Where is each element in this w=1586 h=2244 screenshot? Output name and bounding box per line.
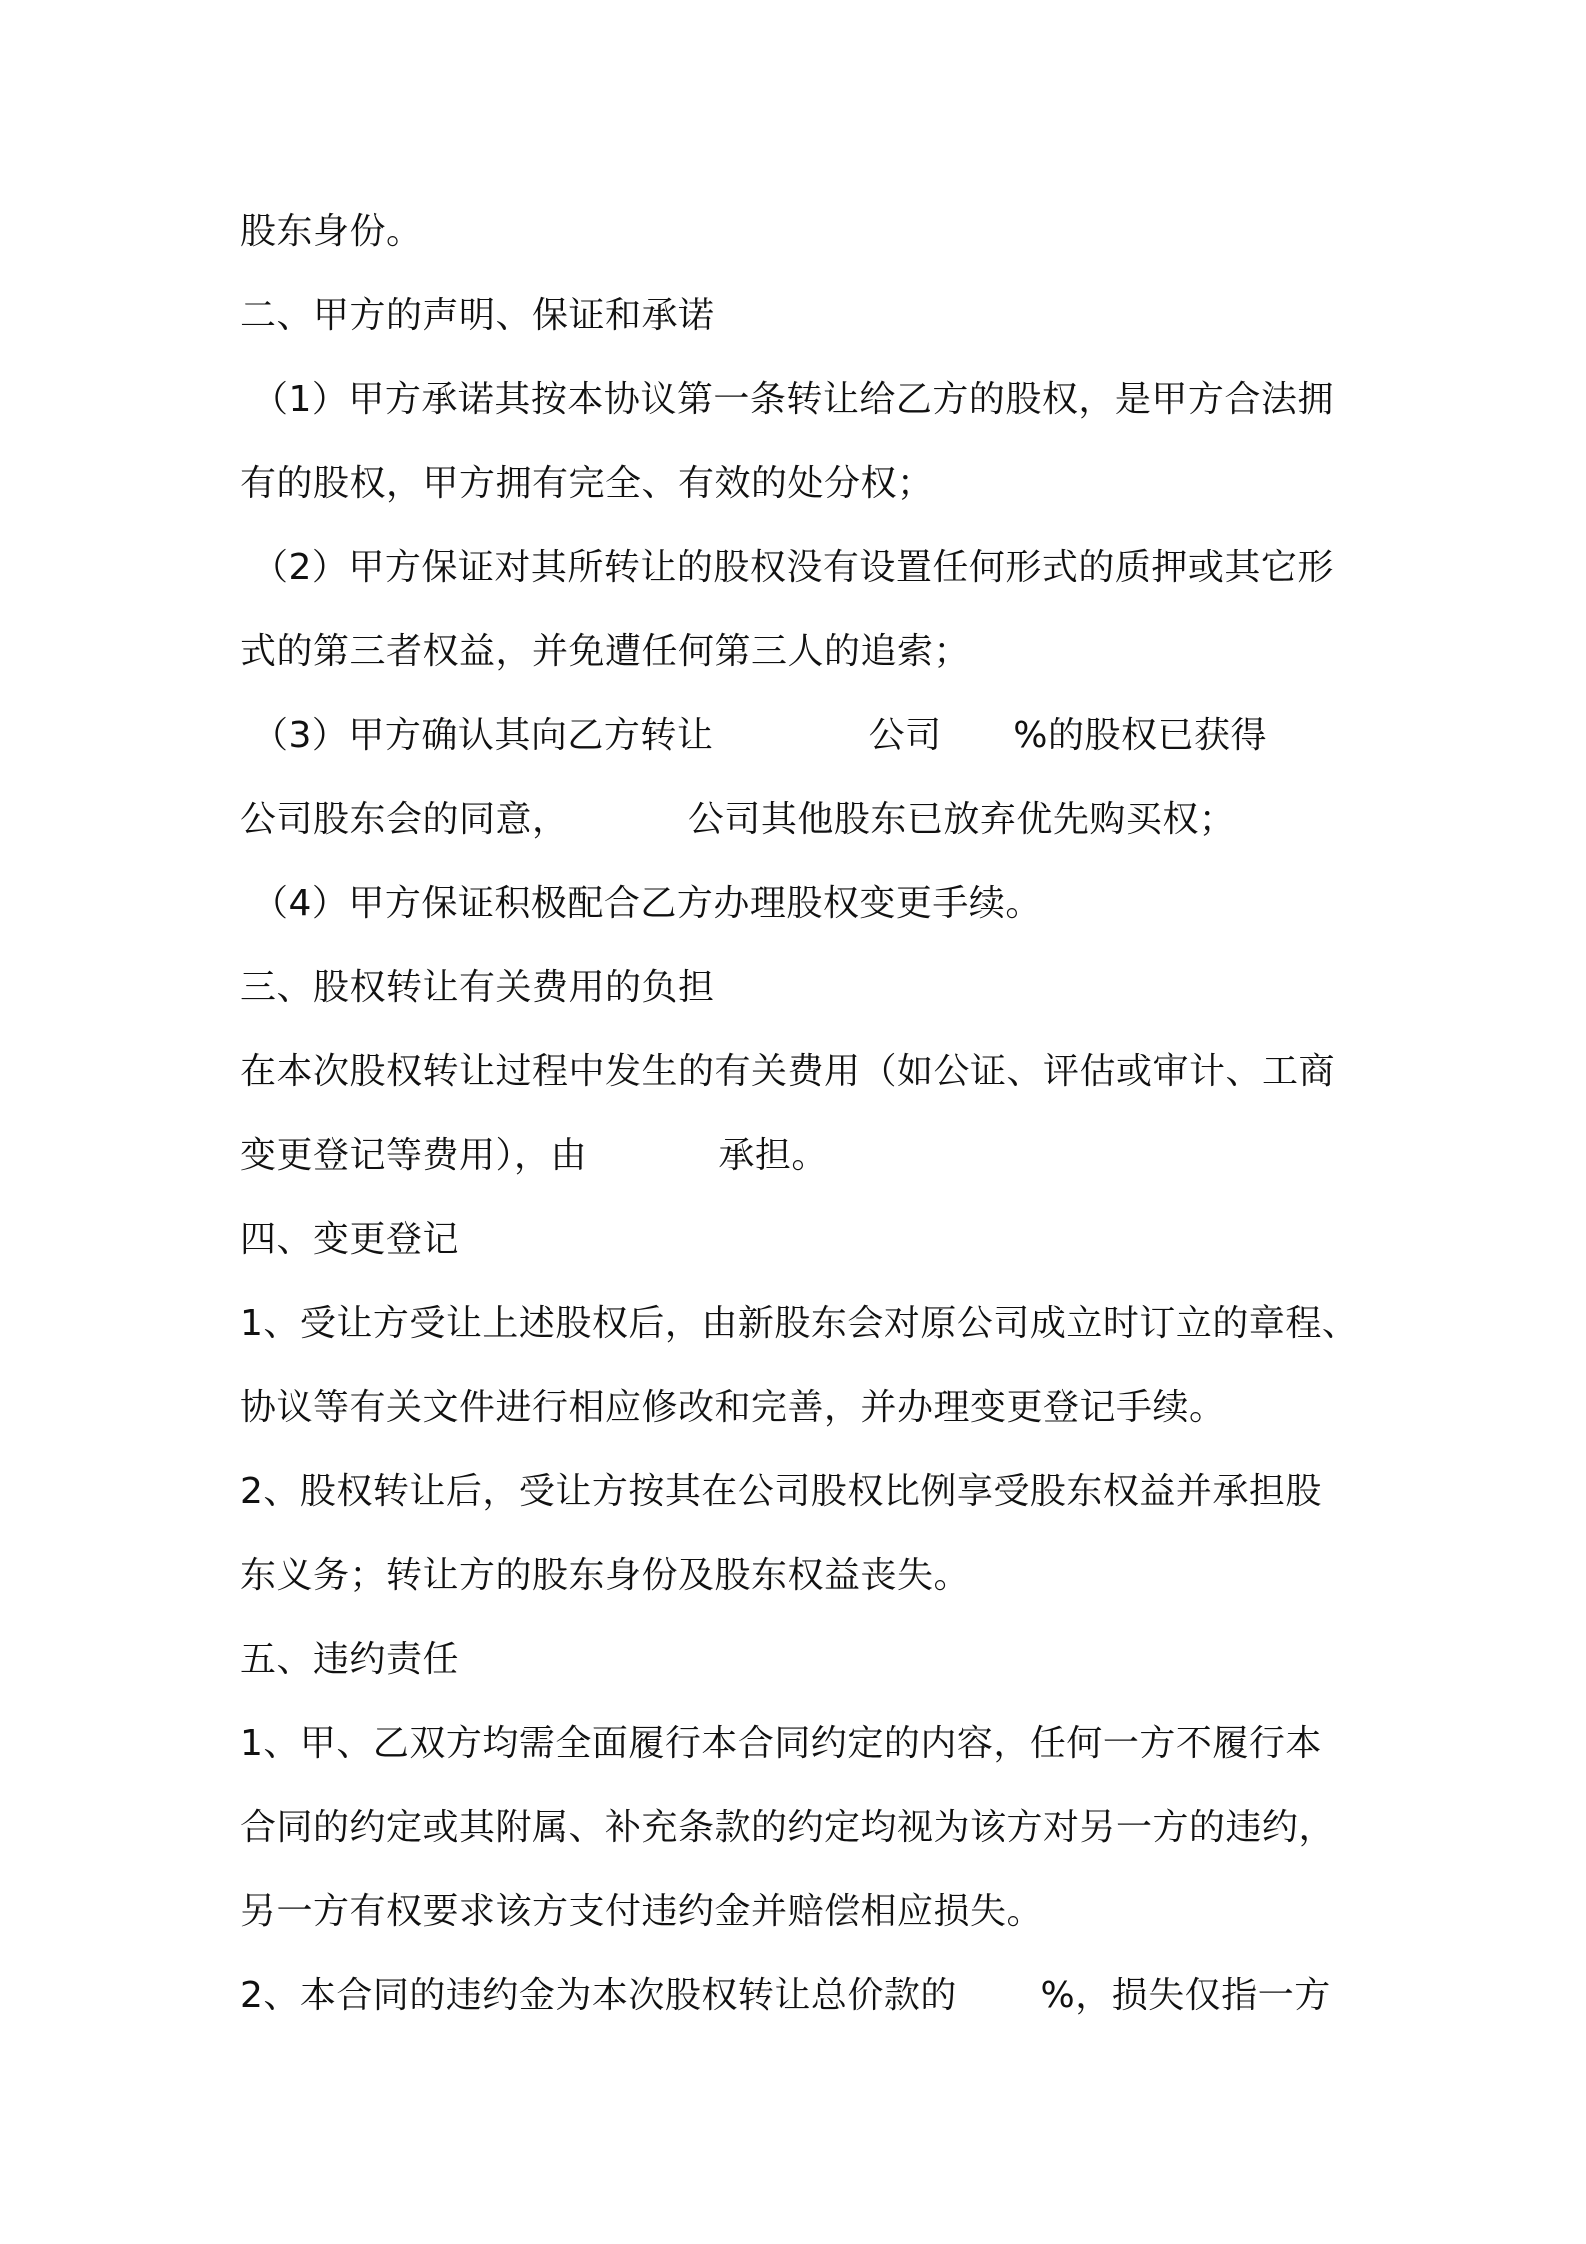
text-line: 有的股权，甲方拥有完全、有效的处分权； [240,463,934,504]
section-heading: 五、违约责任 [240,1639,460,1680]
text-line: 东义务；转让方的股东身份及股东权益丧失。 [240,1555,971,1596]
text-line: 股东身份。 [240,211,423,252]
section-heading: 二、甲方的声明、保证和承诺 [240,295,715,336]
section-heading: 三、股权转让有关费用的负担 [240,967,715,1008]
text-line: 协议等有关文件进行相应修改和完善，并办理变更登记手续。 [240,1387,1226,1428]
text-line: 1、受让方受让上述股权后，由新股东会对原公司成立时订立的章程、 [240,1303,1359,1344]
text-line: 在本次股权转让过程中发生的有关费用（如公证、评估或审计、工商 [240,1051,1336,1092]
text-line: 合同的约定或其附属、补充条款的约定均视为该方对另一方的违约， [240,1807,1336,1848]
text-line: （1）甲方承诺其按本协议第一条转让给乙方的股权，是甲方合法拥 [240,379,1334,420]
text-line: 公司股东会的同意， 公司其他股东已放弃优先购买权； [240,799,1236,840]
text-line: 2、本合同的违约金为本次股权转让总价款的 %，损失仅指一方 [240,1975,1331,2016]
text-line: 1、甲、乙双方均需全面履行本合同约定的内容，任何一方不履行本 [240,1723,1322,1764]
text-line: （3）甲方确认其向乙方转让 公司 %的股权已获得 [240,715,1267,756]
text-line: 另一方有权要求该方支付违约金并赔偿相应损失。 [240,1891,1044,1932]
text-line: 变更登记等费用），由 承担。 [240,1135,828,1176]
text-line: 式的第三者权益，并免遭任何第三人的追索； [240,631,971,672]
text-line: （2）甲方保证对其所转让的股权没有设置任何形式的质押或其它形 [240,547,1334,588]
text-line: 2、股权转让后，受让方按其在公司股权比例享受股东权益并承担股 [240,1471,1322,1512]
document-body [240,190,1370,2038]
text-line: （4）甲方保证积极配合乙方办理股权变更手续。 [240,883,1042,924]
section-heading: 四、变更登记 [240,1219,460,1260]
